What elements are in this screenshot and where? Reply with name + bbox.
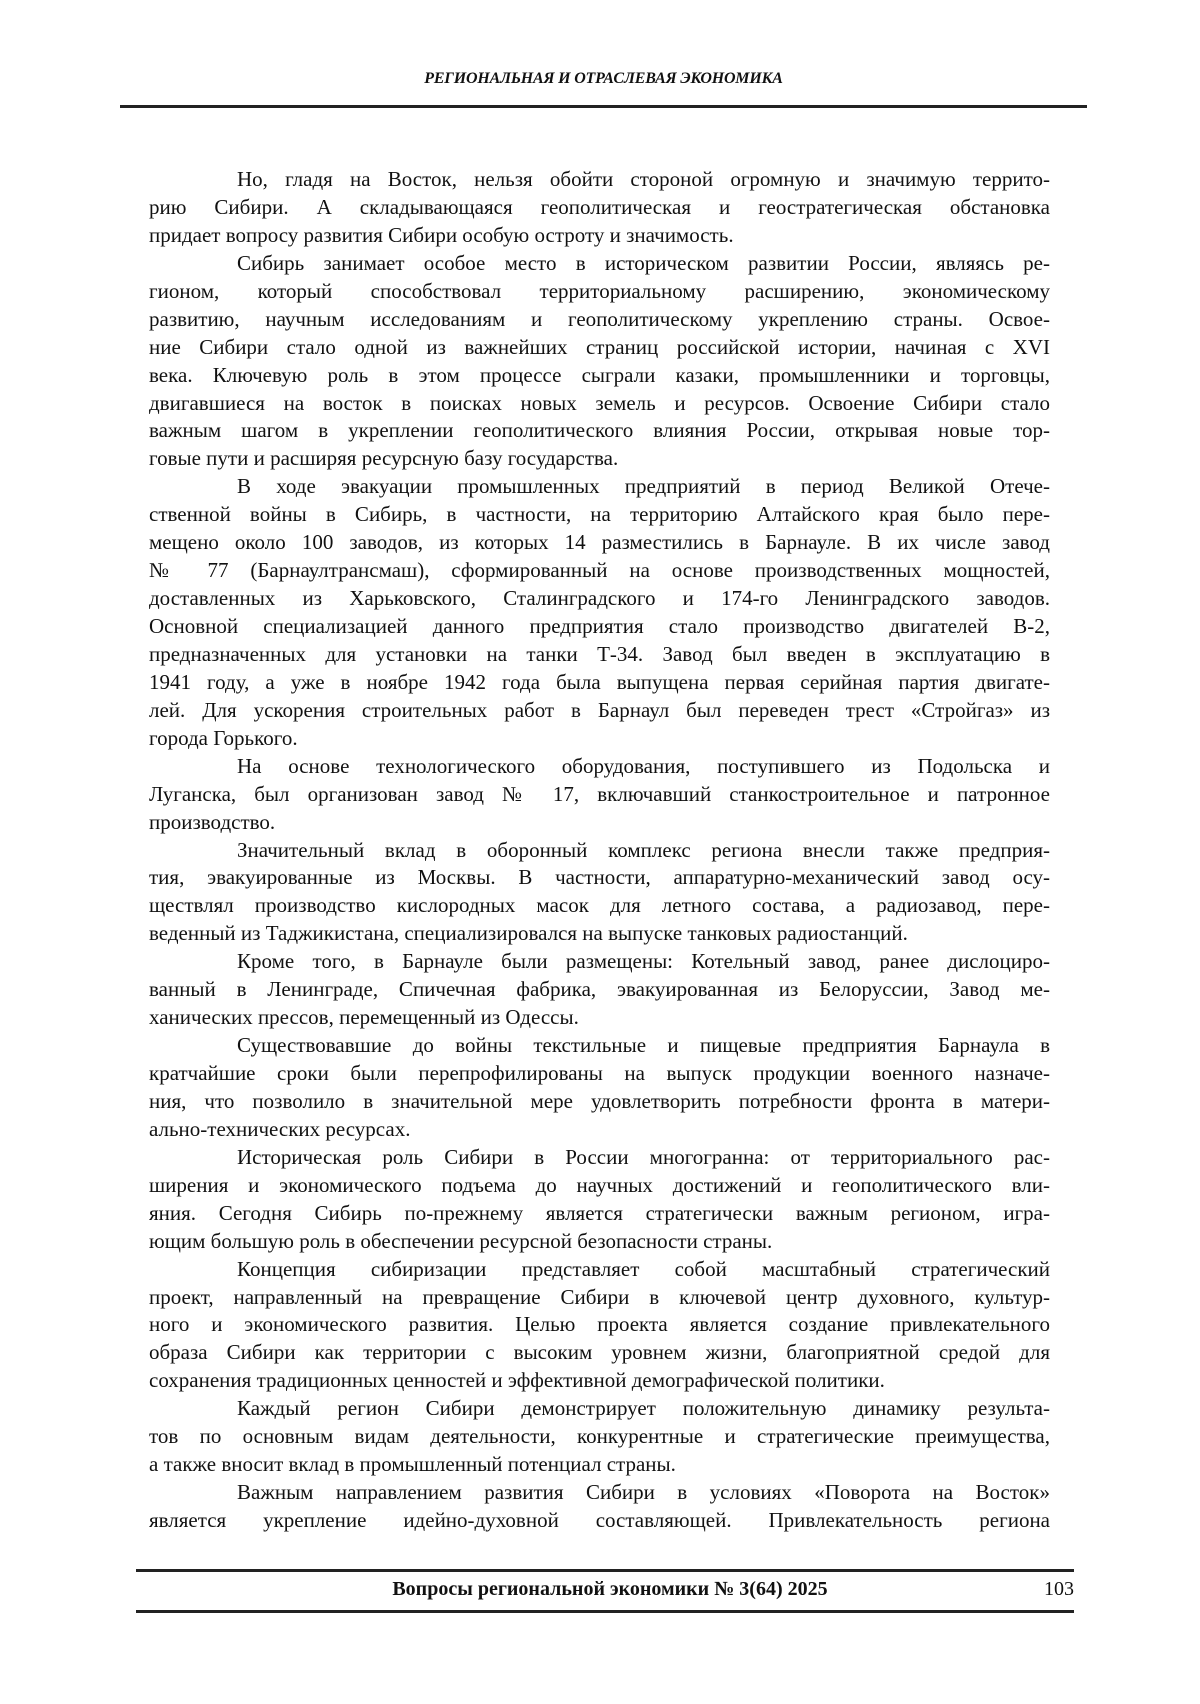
text-line: ществлял производство кислородных масок для летного состава, а радиозавод, пере-: [149, 893, 1050, 918]
paragraph: [149, 1144, 1050, 1256]
text-line: является укрепление идейно-духовной составляющей. Привлекательность региона: [149, 1508, 1050, 1532]
header-rule: [120, 105, 1087, 108]
paragraph: [149, 948, 1050, 1032]
text-line: ющим большую роль в обеспечении ресурсной безопасности страны.: [149, 1228, 773, 1253]
text-line: доставленных из Харьковского, Сталинградского и 174-го Ленинградского заводов.: [149, 586, 1050, 611]
text-line: а также вносит вклад в промышленный потенциал страны.: [149, 1452, 676, 1477]
paragraph: [149, 837, 1050, 949]
text-line: Луганска, был организован завод № 17, включавший станкостроительное и патронное: [149, 781, 1050, 806]
text-line: Историческая роль Сибири в России многогранна: от территориального рас-: [237, 1144, 1050, 1169]
text-line: Значительный вклад в оборонный комплекс региона внесли также предприя-: [237, 837, 1050, 862]
journal-issue: Вопросы региональной экономики № 3(64) 2025: [392, 1578, 828, 1600]
text-line: веденный из Таджикистана, специализировался на выпуске танковых радиостанций.: [149, 921, 908, 946]
text-line: Важным направлением развития Сибири в условиях «Поворота на Восток»: [237, 1480, 1050, 1505]
text-line: яния. Сегодня Сибирь по-прежнему является стратегически важным регионом, игра-: [149, 1200, 1050, 1225]
text-line: важным шагом в укреплении геополитического влияния России, открывая новые тор-: [149, 418, 1050, 443]
text-line: Существовавшие до войны текстильные и пищевые предприятия Барнаула в: [237, 1033, 1050, 1058]
footer-rule-bottom: [136, 1610, 1074, 1613]
text-line: ственной войны в Сибирь, в частности, на территорию Алтайского края было пере-: [149, 502, 1050, 527]
text-line: гионом, который способствовал территориальному расширению, экономическому: [149, 278, 1050, 303]
text-line: двигавшиеся на восток в поисках новых земель и ресурсов. Освоение Сибири стало: [149, 390, 1050, 415]
text-line: говые пути и расширяя ресурсную базу государства.: [149, 446, 619, 471]
text-line: века. Ключевую роль в этом процессе сыграли казаки, промышленники и торговцы,: [149, 362, 1050, 387]
text-line: ние Сибири стало одной из важнейших страниц российской истории, начиная с XVI: [149, 334, 1050, 359]
text-line: тов по основным видам деятельности, конкурентные и стратегические преимущества,: [149, 1424, 1050, 1449]
paragraph: [149, 1395, 1050, 1479]
text-line: производство.: [149, 809, 276, 834]
text-line: Основной специализацией данного предприятия стало производство двигателей В-2,: [149, 614, 1050, 638]
paragraph: [149, 1032, 1050, 1144]
paragraph: [149, 1256, 1050, 1396]
text-line: образа Сибири как территории с высоким уровнем жизни, благоприятной средой для: [149, 1340, 1050, 1365]
text-line: № 77 (Барнаултрансмаш), сформированный на основе производственных мощностей,: [149, 558, 1050, 583]
text-line: 1941 году, а уже в ноябре 1942 года была выпущена первая серийная партия двигате-: [149, 669, 1050, 694]
text-line: кратчайшие сроки были перепрофилированы на выпуск продукции военного назначе-: [149, 1061, 1050, 1085]
paragraph: [149, 753, 1050, 837]
text-line: Сибирь занимает особое место в историческом развитии России, являясь ре-: [237, 250, 1050, 275]
text-line: Концепция сибиризации представляет собой масштабный стратегический: [237, 1256, 1050, 1281]
text-line: лей. Для ускорения строительных работ в Барнаул был переведен трест «Стройгаз» из: [149, 697, 1050, 722]
text-line: На основе технологического оборудования, поступившего из Подольска и: [237, 753, 1050, 778]
text-line: тия, эвакуированные из Москвы. В частности, аппаратурно-механический завод осу-: [149, 865, 1050, 890]
text-line: ния, что позволило в значительной мере удовлетворить потребности фронта в матери-: [149, 1088, 1050, 1113]
text-line: Каждый регион Сибири демонстрирует положительную динамику результа-: [237, 1396, 1050, 1421]
text-line: города Горького.: [149, 725, 298, 750]
running-header: РЕГИОНАЛЬНАЯ И ОТРАСЛЕВАЯ ЭКОНОМИКА: [424, 70, 783, 87]
text-line: развитию, научным исследованиям и геополитическому укреплению страны. Освое-: [149, 306, 1050, 331]
text-line: ханических прессов, перемещенный из Одессы.: [149, 1005, 579, 1030]
text-line: Кроме того, в Барнауле были размещены: Котельный завод, ранее дислоциро-: [237, 949, 1050, 974]
paragraph: [149, 1479, 1050, 1535]
text-line: ванный в Ленинграде, Спичечная фабрика, эвакуированная из Белоруссии, Завод ме-: [149, 977, 1050, 1002]
text-line: Но, гладя на Восток, нельзя обойти стороной огромную и значимую террито-: [237, 167, 1050, 191]
paragraph: [149, 473, 1050, 752]
paragraph: [149, 166, 1050, 250]
text-line: проект, направленный на превращение Сибири в ключевой центр духовного, культур-: [149, 1284, 1050, 1309]
text-line: ширения и экономического подъема до научных достижений и геополитического вли-: [149, 1172, 1050, 1197]
page-number: 103: [1044, 1578, 1074, 1600]
text-line: ально-технических ресурсах.: [149, 1116, 411, 1141]
text-line: ного и экономического развития. Целью проекта является создание привлекательного: [149, 1312, 1050, 1337]
text-line: В ходе эвакуации промышленных предприятий в период Великой Отече-: [237, 474, 1050, 499]
footer-rule-top: [136, 1569, 1074, 1572]
text-line: сохранения традиционных ценностей и эффективной демографической политики.: [149, 1368, 885, 1393]
text-line: предназначенных для установки на танки Т-34. Завод был введен в эксплуатацию в: [149, 641, 1050, 666]
text-line: придает вопросу развития Сибири особую остроту и значимость.: [149, 222, 734, 247]
article-body: [149, 166, 1050, 1535]
text-line: мещено около 100 заводов, из которых 14 разместились в Барнауле. В их числе завод: [149, 530, 1050, 555]
text-line: рию Сибири. А складывающаяся геополитическая и геостратегическая обстановка: [149, 194, 1050, 219]
paragraph: [149, 250, 1050, 474]
